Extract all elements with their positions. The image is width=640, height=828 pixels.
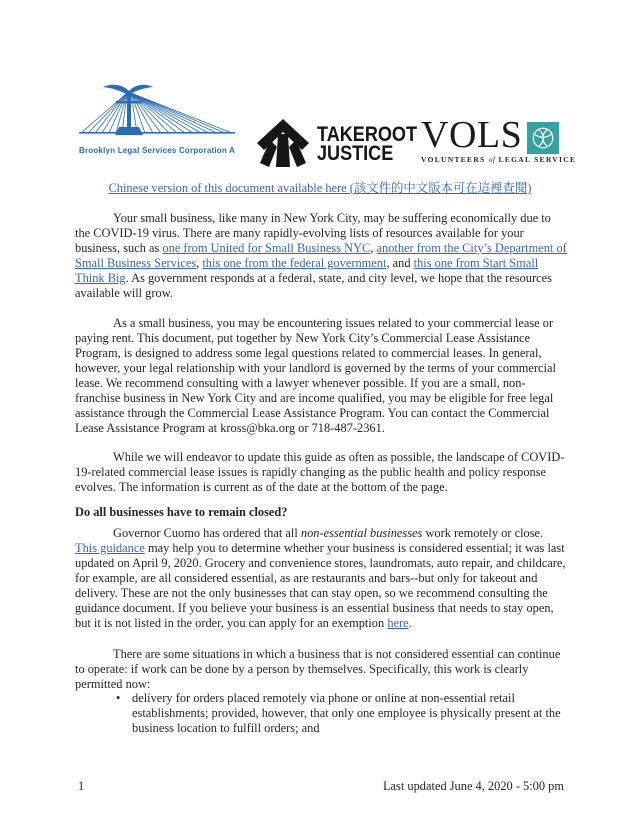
link-start-small-think-big[interactable]: this one from Start Small Think Big [75,256,539,285]
link-exemption-here[interactable]: here [387,616,409,630]
takeroot-wordmark-line1: TAKEROOT [317,122,417,146]
text-run: , [196,256,203,270]
last-updated-text: Last updated June 4, 2020 - 5:00 pm [382,779,564,793]
list-item-delivery-orders [112,691,567,736]
text-run: Your small business, like many in New York City, may be suffering economically due to the COVID-19 virus. There are many rapidly-evolving lists of resources available for your business, such as [75,211,551,255]
bls-logo-caption: Brooklyn Legal Services Corporation A [79,146,236,155]
takeroot-wordmark-line2: JUSTICE [317,140,394,165]
text-run: . [408,616,412,630]
vols-tagline-right: LEGAL SERVICE [498,155,577,164]
text-run: work remotely or close. [422,526,544,540]
paragraph-resources [75,211,567,301]
page-number: 1 [78,779,85,793]
chinese-version-link[interactable]: Chinese version of this document available here (該文件的中文版本可在這裡查閱) [108,181,532,195]
vols-tagline [421,155,579,164]
link-city-department-of-small-business-services[interactable]: another from the City’s Department of Small Business Services [75,241,567,270]
takeroot-arrow-root-icon [257,119,309,167]
text-run: There are some situations in which a business that is not considered essential can continue to operate: if work can be done by a person by themselves. Specifically, this work is clearly permitted now: [75,647,561,691]
text-run: While we will endeavor to update this guide as often as possible, the landscape of COVID-19-related commercial lease issues is rapidly changing as the public health and policy response evolves. The information is current as of the date at the bottom of the page. [75,450,565,494]
takeroot-justice-logo [257,119,436,167]
brooklyn-legal-services-logo [79,83,235,155]
text-run: delivery for orders placed remotely via phone or online at non-essential retail establishments; provided, however, that only one employee is physically present at the business location to fulfill orders; and [132,691,561,735]
vols-tagline-of: of [488,155,496,164]
text-run: non-essential businesses [300,526,423,540]
link-federal-government[interactable]: this one from the federal government [202,256,387,270]
link-this-guidance[interactable]: This guidance [75,541,145,555]
chinese-version-line [0,181,640,196]
permitted-work-list [75,691,567,736]
paragraph-lease-assistance [75,316,567,436]
text-run: , [370,241,377,255]
paragraph-essential-guidance [75,526,567,631]
vols-logo [421,114,579,164]
text-run: may help you to determine whether your business is considered essential; it was last updated on April 9, 2020. Grocery and convenience stores, laundromats, auto repair, and childcare, for example, are all considered essential, as are restaurants and bars--but only for takeout and delivery. These are not the only businesses that can stay open, so we recommend consulting the guidance document. If you believe your business is an essential business that needs to stay open, but it is not listed in the order, you can apply for an exemption [75,541,566,630]
section-heading-remain-closed: Do all businesses have to remain closed? [75,505,288,519]
bls-bridge-scales-icon [79,83,235,145]
takeroot-wordmark [317,122,417,165]
text-run: , and [386,256,414,270]
link-united-for-small-business-nyc[interactable]: one from United for Small Business NYC [162,241,371,255]
paragraph-permitted-work-intro [75,647,567,692]
vols-wordmark: VOLS [421,114,523,156]
text-run: Governor Cuomo has ordered that all [113,526,301,540]
vols-tagline-left: VOLUNTEERS [421,155,486,164]
text-run: As a small business, you may be encountering issues related to your commercial lease or paying rent. This document, put together by New York City’s Commercial Lease Assistance Program, is designed to address some legal questions related to commercial leases. In general, however, your legal relationship with your landlord is governed by the terms of your commercial lease. We recommend consulting with a lawyer whenever possible. If you are a small, non-franchise business in New York City and are income qualified, you may be eligible for free legal assistance through the Commercial Lease Assistance Program. You can contact the Commercial Lease Assistance Program at kross@bka.org or 718-487-2361. [75,316,556,435]
vols-globe-icon [527,122,559,154]
paragraph-update-disclaimer [75,450,567,495]
text-run: . As government responds at a federal, state, and city level, we hope that the resources available will grow. [75,271,552,300]
